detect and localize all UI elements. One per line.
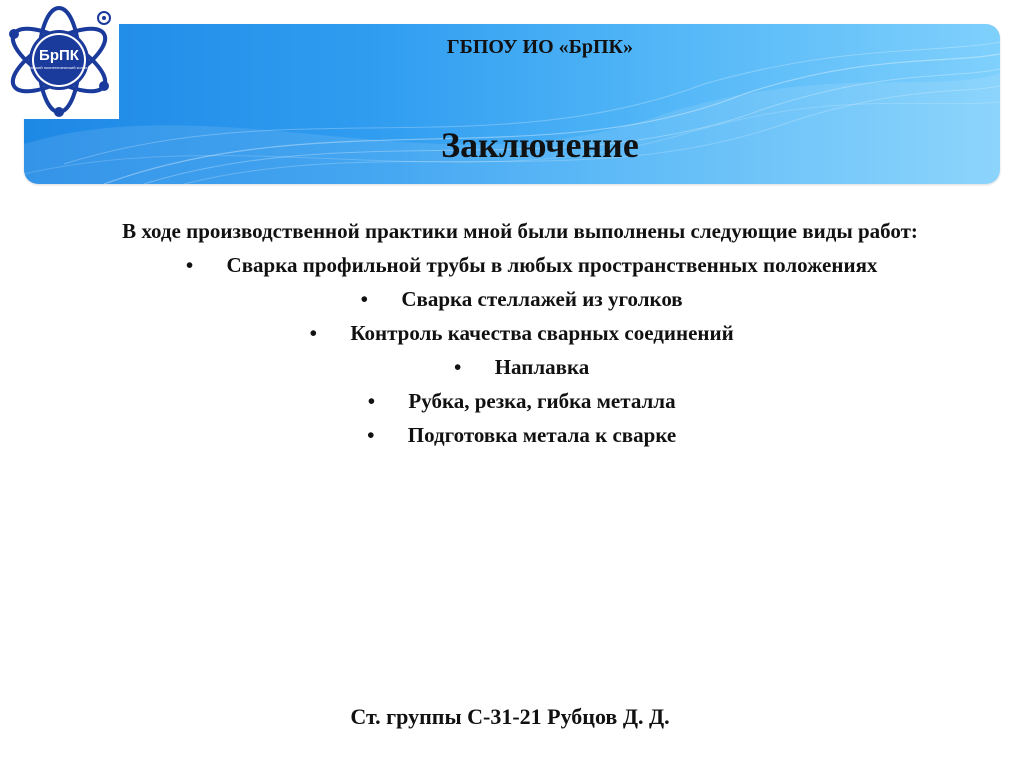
logo-subtext: Братский политехнический колледж bbox=[25, 65, 93, 70]
list-item-text: Сварка стеллажей из уголков bbox=[401, 287, 683, 311]
conclusion-content bbox=[100, 214, 940, 452]
list-item bbox=[100, 384, 940, 418]
list-item-text: Рубка, резка, гибка металла bbox=[408, 389, 676, 413]
list-item bbox=[100, 316, 940, 350]
list-item bbox=[100, 350, 940, 384]
logo-text: БрПК bbox=[39, 47, 79, 64]
list-item bbox=[100, 418, 940, 452]
college-logo bbox=[0, 0, 119, 119]
slide-title: Заключение bbox=[441, 125, 639, 165]
list-item-text: Сварка профильной трубы в любых пространственных положениях bbox=[226, 253, 878, 277]
list-item-text: Контроль качества сварных соединений bbox=[350, 321, 734, 345]
list-item-text: Подготовка метала к сварке bbox=[407, 423, 677, 447]
list-item bbox=[100, 248, 940, 282]
organization-title: ГБПОУ ИО «БрПК» bbox=[446, 36, 634, 58]
bullet-icon: • bbox=[454, 355, 462, 379]
author-footer: Ст. группы С-31-21 Рубцов Д. Д. bbox=[350, 704, 670, 729]
list-item bbox=[100, 282, 940, 316]
work-list bbox=[100, 248, 940, 452]
atom-logo-icon bbox=[0, 0, 119, 119]
bullet-icon: • bbox=[309, 321, 317, 345]
bullet-icon: • bbox=[367, 389, 376, 413]
bullet-icon: • bbox=[360, 287, 369, 311]
bullet-icon: • bbox=[367, 423, 375, 447]
intro-text: В ходе производственной практики мной были выполнены следующие виды работ: bbox=[122, 219, 918, 243]
bullet-icon: • bbox=[185, 253, 194, 277]
list-item-text: Наплавка bbox=[494, 355, 590, 379]
